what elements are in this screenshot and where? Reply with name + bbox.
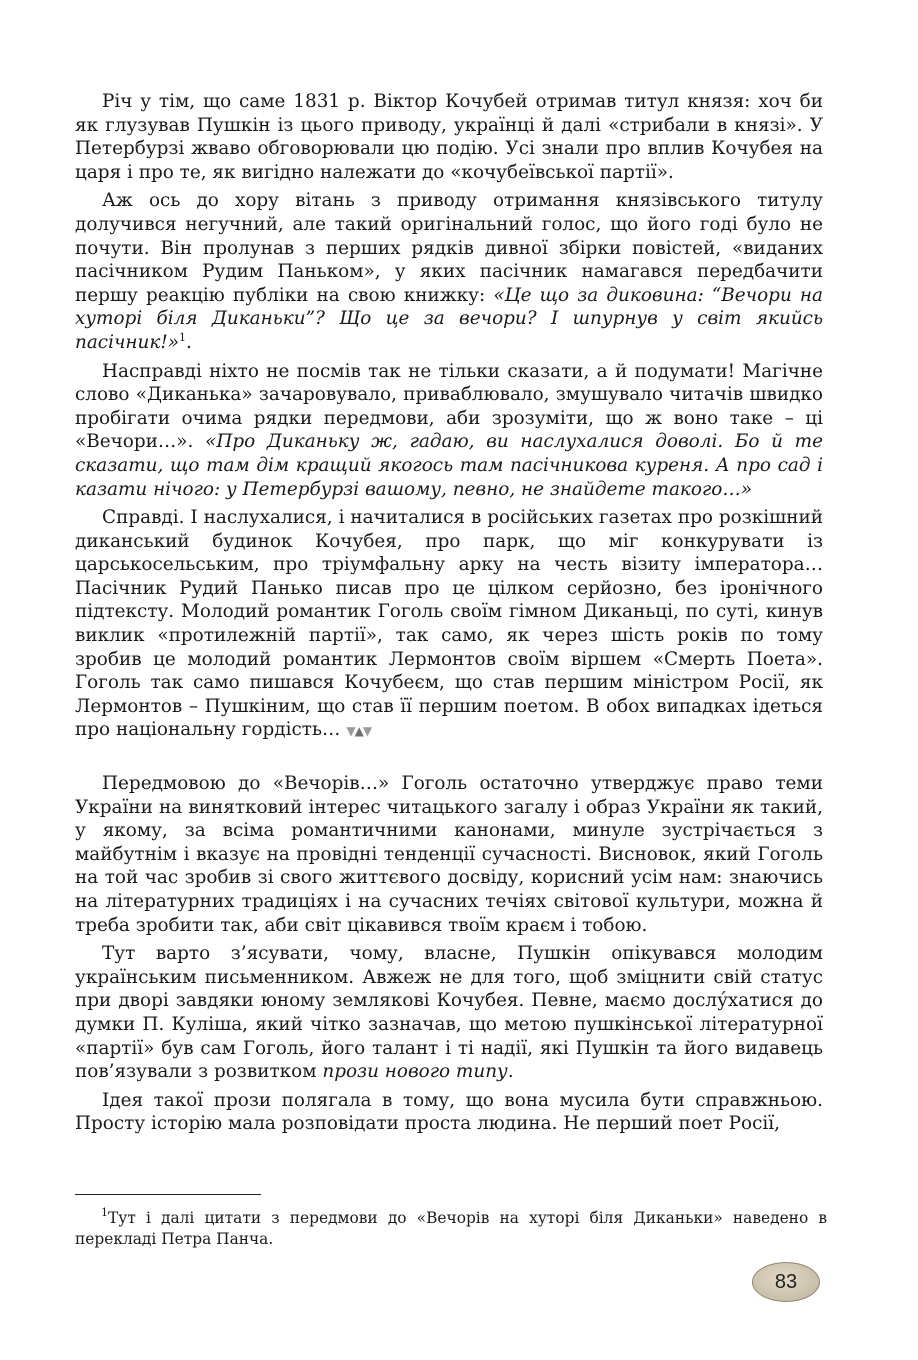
- paragraph-2-text: Аж ось до хору вітань з приводу отримання князівського титулу долучився негучний, але такий оригінальний голос, що його годі було не почути. Він пролунав з перших рядків дивної збірки повістей, «виданих пасічником Рудим Паньком», у яких пасічник намагався передбачити першу реакцію публіки на свою книжку:: [75, 190, 823, 306]
- triangle-down-icon: ▼: [346, 724, 355, 739]
- paragraph-7: Ідея такої прози полягала в тому, що вона мусила бути справжньою. Просту історію мала розповідати проста людина. Не перший поет Росії,: [75, 1089, 823, 1135]
- paragraph-6-text: Тут варто з’ясувати, чому, власне, Пушкін опікувався молодим українським письменником. Авжеж не для того, щоб зміцнити свій статус при дворі завдяки юному землякові Кочубея. Певне, маємо дослу́хатися до думки П. Куліша, який чітко зазначав, що метою пушкінської літературної «партії» був сам Гоголь, його талант і ті надії, які Пушкін та його видавець пов’язували з розвитком: [75, 943, 823, 1083]
- paragraph-2: [75, 189, 823, 354]
- paragraph-3: [75, 360, 823, 502]
- section-end-triangles-icon: [346, 724, 371, 738]
- paragraph-1: Річ у тім, що саме 1831 р. Віктор Кочубей отримав титул князя: хоч би як глузував Пушкін із цього приводу, українці й далі «стрибали в князі». У Петербурзі жваво обговорювали цю подію. Усі знали про вплив Кочубея на царя і про те, як вигідно належати до «кочубеївської партії».: [75, 91, 823, 183]
- rudy-panko-quote: «Це що за диковина: “Вечори на хуторі біля Диканьки”? Що це за вечори? І шпурнув у світ якийсь пасічник!»: [75, 284, 823, 353]
- page-number-badge: [752, 1262, 820, 1302]
- paragraph-6-end: .: [507, 1061, 514, 1083]
- triangle-down-icon: ▼: [362, 724, 372, 739]
- dykanka-quote: «Про Диканьку ж, гадаю, ви наслухалися доволі. Бо й те сказати, що там дім кращий якогось там пасічникова куреня. А про сад і казати нічого: у Петербурзі вашому, певно, не знайдете такого…»: [75, 431, 823, 500]
- footnote-marker: 1: [101, 1206, 108, 1219]
- paragraph-3-text: Насправді ніхто не посмів так не тільки сказати, а й подумати! Магічне слово «Диканька» зачаровувало, приваблювало, змушувало читачів швидко пробігати очима рядки передмови, аби зрозуміти, що ж воно таке – ці «Вечори…».: [75, 360, 823, 453]
- footnote-text: Тут і далі цитати з передмови до «Вечорів на хуторі біля Диканьки» наведено в перекладі Петра Панча.: [75, 1209, 827, 1248]
- paragraph-2-end: .: [186, 331, 192, 353]
- new-prose-phrase: прози нового типу: [322, 1061, 508, 1083]
- paragraph-5: Передмовою до «Вечорів…» Гоголь остаточно утверджує право теми України на винятковий інтерес читацького загалу і образ України як такий, у якому, за всіма романтичними канонами, минуле зустрічається з майбутнім і вказує на провідні тенденції сучасності. Висновок, який Гоголь на той час зробив зі свого життєвого досвіду, корисний усім нам: знаючись на літературних традиціях і на сучасних течіях світової культури, можна й треба зробити так, аби світ цікавився твоїм краєм і тобою.: [75, 773, 823, 936]
- main-text: [75, 90, 823, 1141]
- paragraph-4: [75, 506, 823, 744]
- footnote: [75, 1208, 827, 1250]
- footnote-reference: 1: [179, 330, 187, 344]
- paragraph-4-text: Справді. І наслухалися, і начиталися в російських газетах про розкішний диканський будинок Кочубея, про парк, що міг конкурувати із царськосельським, про тріумфальну арку на честь візиту імператора… Пасічник Рудий Панько писав про це цілком серйозно, без іронічного підтексту. Молодий романтик Гоголь своїм гімном Диканьці, по суті, кинув виклик «протилежній партії», так само, як через шість років по тому зробив це молодий романтик Лермонтов своїм віршем «Смерть Поета». Гоголь так само пишався Кочубеєм, що став першим міністром Росії, як Лермонтов – Пушкіним, що став її першим поетом. В обох випадках ідеться про національну гордість…: [75, 507, 823, 741]
- paragraph-6: [75, 942, 823, 1084]
- triangle-up-icon: ▲: [354, 724, 363, 739]
- footnote-divider: [75, 1194, 261, 1195]
- page-number: 83: [774, 1270, 798, 1293]
